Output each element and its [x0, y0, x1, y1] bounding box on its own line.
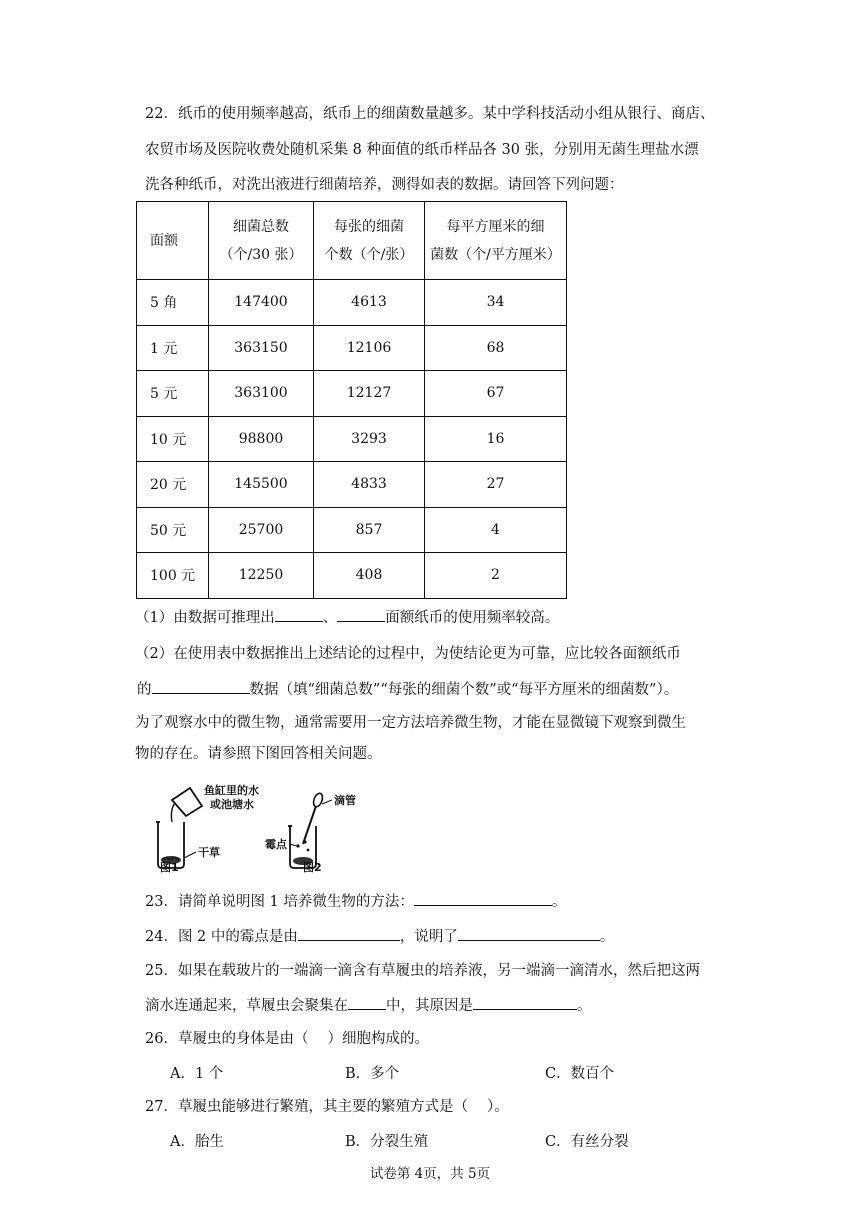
q24-text-b: ，说明了 — [399, 929, 458, 945]
answer-blank[interactable] — [458, 926, 600, 941]
table-header-row — [137, 202, 567, 280]
cell-per-note: 857 — [314, 507, 425, 553]
header-denomination — [137, 202, 209, 280]
q27-option-a[interactable]: A．胎生 — [170, 1134, 224, 1150]
answer-blank[interactable] — [348, 995, 386, 1010]
label-fig2: 图2 — [303, 861, 322, 874]
header-total-l1: 细菌总数 — [233, 218, 289, 235]
answer-blank[interactable] — [275, 607, 323, 622]
cell-total: 98800 — [209, 416, 314, 462]
q27-option-b[interactable]: B．分裂生殖 — [345, 1134, 429, 1150]
header-total-l2: （个/30 张） — [219, 246, 303, 263]
table-row — [137, 325, 567, 371]
answer-blank[interactable] — [298, 926, 400, 941]
cell-per-note: 12106 — [314, 325, 425, 371]
q22-sub2-text-a: 的 — [137, 682, 152, 698]
label-mold: 霉点 — [265, 838, 287, 851]
label-dropper: 滴管 — [334, 794, 356, 807]
cell-total: 363150 — [209, 325, 314, 371]
cell-per-cm2: 2 — [425, 553, 567, 599]
q23 — [145, 891, 566, 912]
q26-option-a[interactable]: A．1 个 — [170, 1066, 224, 1082]
q25-line-2 — [145, 995, 592, 1016]
page-footer: 试卷第 4页，共 5页 — [369, 1166, 491, 1182]
q24-text-a: 24．图 2 中的霉点是由 — [145, 929, 298, 945]
table-row — [137, 371, 567, 417]
cell-per-note: 4833 — [314, 462, 425, 508]
pouring-cup-icon — [171, 788, 202, 822]
table-row — [137, 553, 567, 599]
cell-per-cm2: 67 — [425, 371, 567, 417]
cell-total: 145500 — [209, 462, 314, 508]
cell-per-note: 4613 — [314, 280, 425, 326]
header-per-cm2-l2: 菌数（个/平方厘米） — [430, 246, 561, 263]
q23-end: 。 — [551, 894, 567, 910]
q22-stem-line-1: 22．纸币的使用频率越高，纸币上的细菌数量越多。某中学科技活动小组从银行、商店、 — [145, 106, 715, 122]
intro-line-1: 为了观察水中的微生物，通常需要用一定方法培养微生物，才能在显微镜下观察到微生 — [135, 715, 686, 731]
q23-text: 23．请简单说明图 1 培养微生物的方法： — [145, 894, 414, 910]
answer-blank[interactable] — [152, 679, 250, 694]
cell-per-cm2: 4 — [425, 507, 567, 553]
q22-sub2-text-b: 数据（填“细菌总数”“每张的细菌个数”或“每平方厘米的细菌数”）。 — [249, 682, 679, 698]
q27-option-c[interactable]: C．有丝分裂 — [545, 1134, 629, 1150]
cell-per-note: 408 — [314, 553, 425, 599]
table-row — [137, 462, 567, 508]
cell-denomination: 20 元 — [137, 462, 209, 508]
cell-total: 147400 — [209, 280, 314, 326]
cell-denomination: 1 元 — [137, 325, 209, 371]
cell-denomination: 10 元 — [137, 416, 209, 462]
q22-sub1 — [135, 607, 559, 628]
cell-per-cm2: 27 — [425, 462, 567, 508]
q24 — [145, 926, 614, 947]
q24-end: 。 — [599, 929, 615, 945]
cell-denomination: 5 角 — [137, 280, 209, 326]
header-denomination-text: 面额 — [150, 232, 178, 249]
answer-blank[interactable] — [414, 891, 552, 906]
cell-per-cm2: 16 — [425, 416, 567, 462]
culture-figure — [150, 780, 380, 875]
header-per-note — [314, 202, 425, 280]
label-fig1: 图1 — [160, 861, 179, 874]
q22-stem-line-2: 农贸市场及医院收费处随机采集 8 种面值的纸币样品各 30 张，分别用无菌生理盐水漂 — [145, 142, 699, 158]
table-row — [137, 416, 567, 462]
q26-option-b[interactable]: B．多个 — [345, 1066, 400, 1082]
label-water-1: 鱼缸里的水 — [204, 784, 259, 797]
header-per-cm2-l1: 每平方厘米的细 — [446, 218, 545, 235]
header-per-note-l2: 个数（个/张） — [324, 246, 414, 263]
cell-denomination: 5 元 — [137, 371, 209, 417]
q22-sub2-line-1: （2）在使用表中数据推出上述结论的过程中，为使结论更为可靠，应比较各面额纸币 — [135, 646, 681, 662]
cell-total: 25700 — [209, 507, 314, 553]
q22-sub2-line-2 — [137, 679, 678, 700]
q25-end: 。 — [577, 998, 592, 1014]
answer-blank[interactable] — [473, 995, 577, 1010]
q27-stem: 27．草履虫能够进行繁殖，其主要的繁殖方式是（ ）。 — [145, 1099, 509, 1115]
cell-per-cm2: 68 — [425, 325, 567, 371]
q25-text-b: 中，其原因是 — [386, 998, 473, 1014]
cell-per-note: 12127 — [314, 371, 425, 417]
q22-stem-line-3: 洗各种纸币，对洗出液进行细菌培养，测得如表的数据。请回答下列问题： — [145, 177, 624, 193]
header-per-note-l1: 每张的细菌 — [334, 218, 404, 235]
q22-sub1-sep: 、 — [322, 610, 338, 626]
label-water-2: 或池塘水 — [210, 798, 254, 811]
intro-line-2: 物的存在。请参照下图回答相关问题。 — [135, 746, 382, 762]
q22-sub1-text-b: 面额纸币的使用频率较高。 — [385, 610, 560, 626]
answer-blank[interactable] — [337, 607, 385, 622]
q26-stem: 26．草履虫的身体是由（ ）细胞构成的。 — [145, 1031, 430, 1047]
dropper-icon — [303, 792, 324, 844]
bacteria-data-table — [136, 201, 567, 599]
label-hay: 干草 — [198, 846, 220, 859]
q25-line-1: 25．如果在载玻片的一端滴一滴含有草履虫的培养液，另一端滴一滴清水，然后把这两 — [145, 963, 700, 979]
q25-text-a: 滴水连通起来，草履虫会聚集在 — [145, 998, 348, 1014]
q22-sub1-text-a: （1）由数据可推理出 — [135, 610, 275, 626]
cell-total: 12250 — [209, 553, 314, 599]
cell-denomination: 50 元 — [137, 507, 209, 553]
cell-per-cm2: 34 — [425, 280, 567, 326]
header-total-bacteria — [209, 202, 314, 280]
header-per-cm2 — [425, 202, 567, 280]
cell-denomination: 100 元 — [137, 553, 209, 599]
cell-per-note: 3293 — [314, 416, 425, 462]
table-row — [137, 507, 567, 553]
table-row — [137, 280, 567, 326]
q26-option-c[interactable]: C．数百个 — [545, 1066, 615, 1082]
cell-total: 363100 — [209, 371, 314, 417]
